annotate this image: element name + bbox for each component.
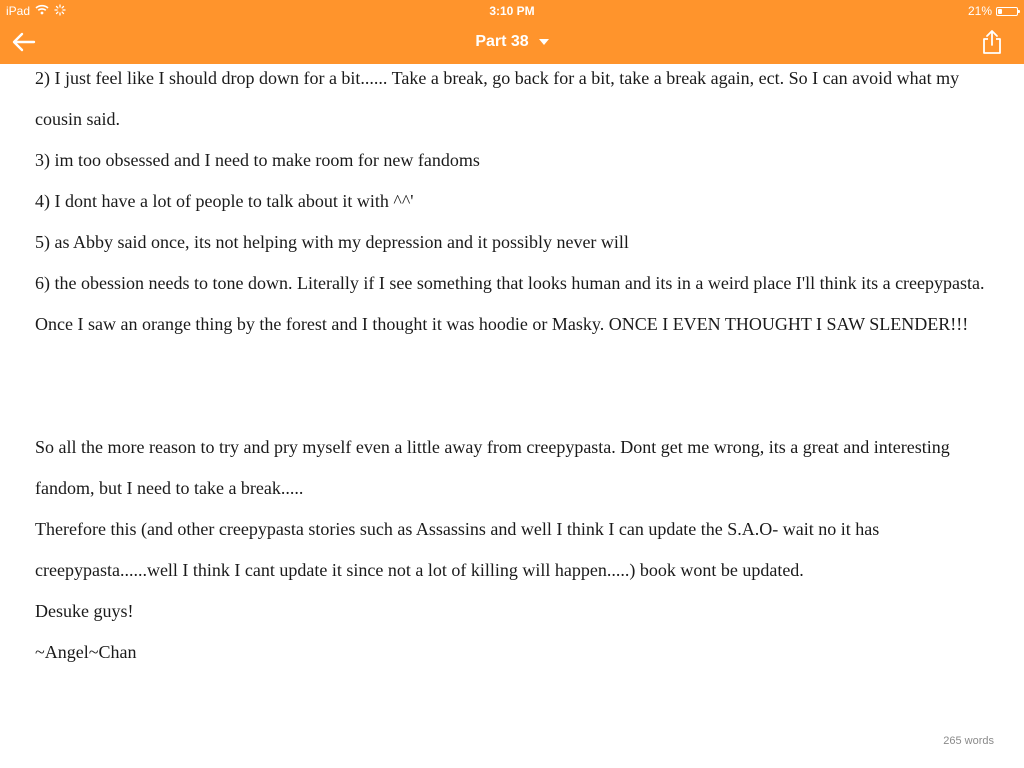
story-paragraph: Desuke guys! [35, 601, 134, 621]
story-paragraph: 4) I dont have a lot of people to talk about it with ^^' [35, 191, 414, 211]
story-paragraph: Therefore this (and other creepypasta stories such as Assassins and well I think I can update the S.A.O- wait no it has creepypasta......well I think I cant update it since not a lot of killing will happen.....) book wont be updated. [35, 519, 880, 580]
story-paragraph: 5) as Abby said once, its not helping with my depression and it possibly never will [35, 232, 629, 252]
status-time: 3:10 PM [489, 4, 535, 18]
story-paragraph: 2) I just feel like I should drop down for a bit...... Take a break, go back for a bit, take a break again, ect. So I can avoid what my cousin said. [35, 68, 960, 129]
story-paragraph: 6) the obession needs to tone down. Literally if I see something that looks human and its in a weird place I'll think its a creepypasta. Once I saw an orange thing by the forest and I thought it was hoodie or Masky. ONCE I EVEN THOUGHT I SAW SLENDER!!! [35, 273, 985, 334]
share-button[interactable] [978, 27, 1006, 57]
chapter-title: Part 38 [475, 33, 529, 50]
word-count: 265 words [943, 735, 994, 747]
device-label: iPad [6, 4, 31, 18]
battery-icon [996, 7, 1018, 16]
top-bar [0, 0, 1024, 64]
share-icon [982, 29, 1002, 55]
battery-level-fill [998, 9, 1002, 14]
paragraph-spacer [35, 345, 995, 427]
story-paragraph: So all the more reason to try and pry myself even a little away from creepypasta. Dont get me wrong, its a great and interesting fandom, but I need to take a break..... [35, 437, 950, 498]
caret-down-icon [539, 39, 549, 45]
chapter-selector[interactable] [475, 30, 548, 54]
status-bar-right [968, 3, 1018, 19]
battery-percent: 21% [967, 4, 992, 18]
story-paragraph: 3) im too obsessed and I need to make room for new fandoms [35, 150, 480, 170]
story-content [35, 58, 995, 673]
author-signature: ~Angel~Chan [35, 642, 137, 662]
chapter-title-wrap [0, 30, 1024, 54]
